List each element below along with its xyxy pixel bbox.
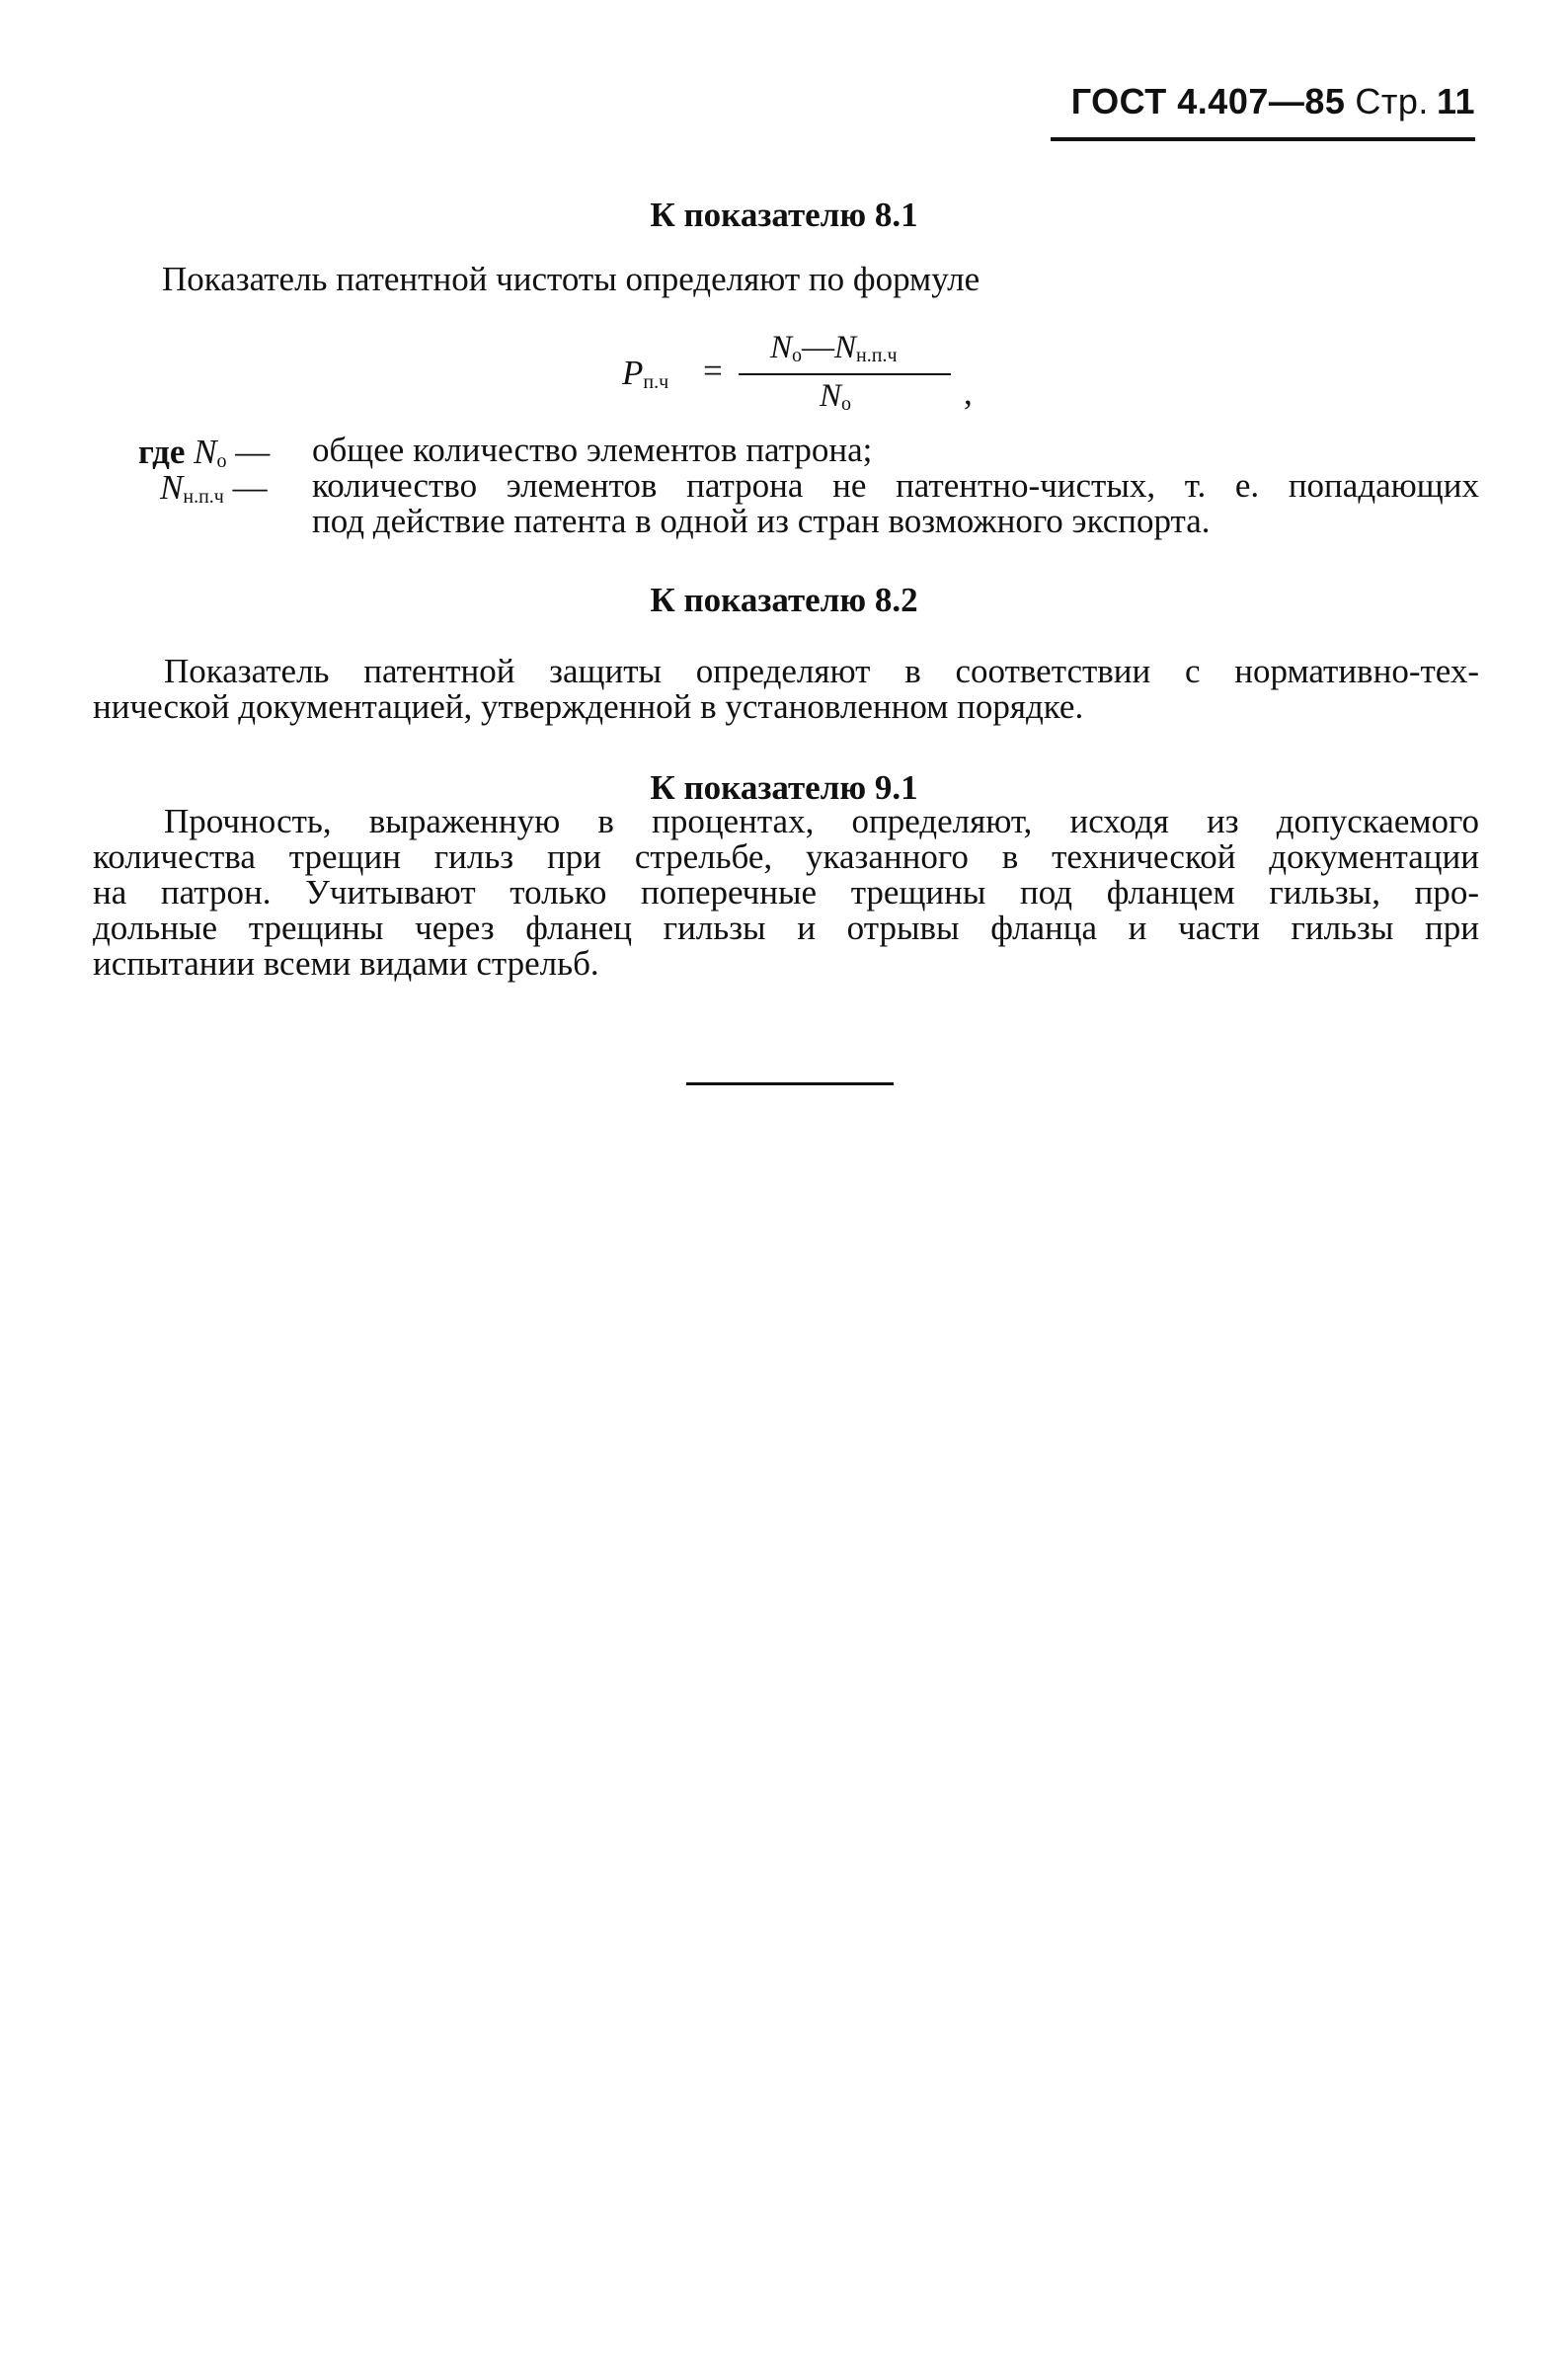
formula-equals: = — [703, 352, 723, 390]
page-label: Стр. — [1355, 81, 1429, 121]
definition-text-2: количество элементов патрона не патентно-чистых, т. е. попадающих под действие патента в одной из стран возможного экспорта. — [312, 466, 1479, 540]
formula-comma: , — [964, 373, 973, 412]
end-rule — [686, 1082, 894, 1085]
section-9-1-paragraph: Прочность, выраженную в процентах, определяют, исходя из допускаемого количества трещин гильз при стрельбе, указанного в технической документации на патрон. Учитывают только поперечные трещины под фланцем гильзы, про- дольные трещины через фланец гильзы и отрывы фланца и части гильзы при испытании всеми видами стрельб. — [93, 802, 1479, 983]
definition-term-2: $N_{н.п.ч}$ — — [160, 468, 268, 508]
formula-denominator: $N_о$ — [820, 378, 852, 415]
fraction-bar — [739, 373, 951, 375]
section-heading-8-1: К показателю 8.1 — [650, 196, 918, 234]
header-rule — [1051, 137, 1475, 141]
section-heading-8-2: К показателю 8.2 — [650, 581, 918, 619]
section-8-1-intro: Показатель патентной чистоты определяют по формуле — [162, 260, 980, 298]
page-header — [1071, 81, 1475, 122]
formula-numerator: $N_о—N_{н.п.ч}$ — [770, 330, 898, 366]
section-heading-9-1: К показателю 9.1 — [650, 768, 918, 807]
patent-purity-formula — [622, 326, 997, 435]
definition-term-1: где $N_о$ — — [138, 433, 271, 472]
page-number: 11 — [1436, 81, 1475, 121]
formula-lhs: $P_{п.ч}$ — [622, 354, 669, 393]
definition-text-1: общее количество элементов патрона; — [312, 431, 873, 469]
standard-number: ГОСТ 4.407—85 — [1070, 81, 1346, 121]
section-8-2-paragraph: Показатель патентной защиты определяют в соответствии с нормативно-тех- нической документацией, утвержденной в установленном порядке. — [93, 652, 1479, 726]
